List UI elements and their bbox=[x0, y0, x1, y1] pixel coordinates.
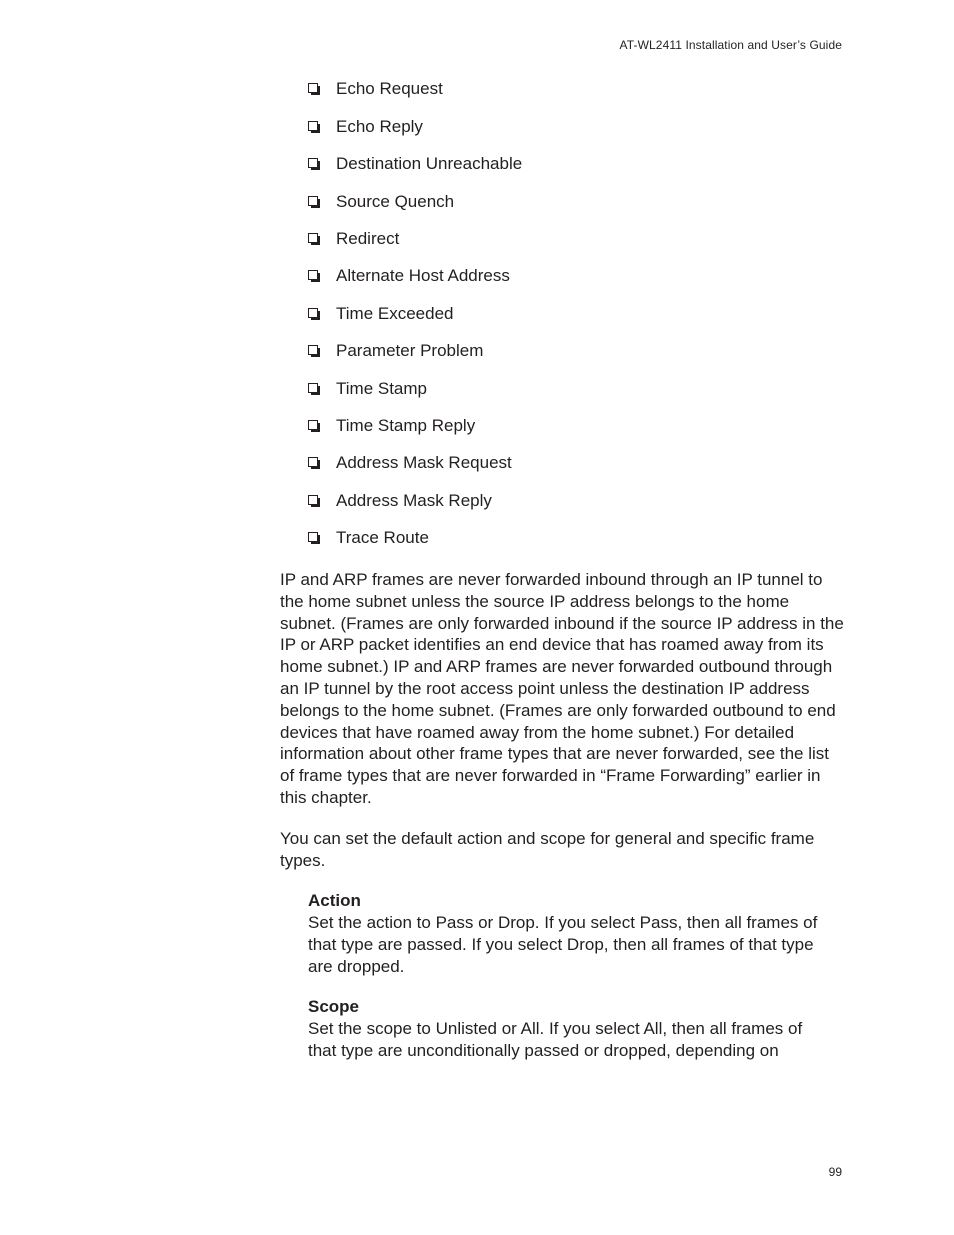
list-item-label: Echo Reply bbox=[336, 117, 423, 136]
checkbox-bullet-icon bbox=[308, 457, 318, 467]
checkbox-bullet-icon bbox=[308, 233, 318, 243]
page-number: 99 bbox=[828, 1165, 842, 1179]
list-item-label: Time Exceeded bbox=[336, 304, 454, 323]
checkbox-bullet-icon bbox=[308, 308, 318, 318]
definition-term-scope: Scope bbox=[308, 997, 360, 1016]
checkbox-bullet-icon bbox=[308, 532, 318, 542]
list-item-label: Source Quench bbox=[336, 192, 455, 211]
checkbox-bullet-icon bbox=[308, 158, 318, 168]
body-paragraph-forwarding: IP and ARP frames are never forwarded inbound through an IP tunnel to the home subnet unless the source IP address belongs to the home subnet. (Frames are only forwarded inbound if the source IP address in the IP or ARP packet identifies an end device that has roamed away from its home subnet.) IP and ARP frames are never forwarded outbound through an IP tunnel by the root access point unless the destination IP address belongs to the home subnet. (Frames are only forwarded outbound to end devices that have roamed away from the home subnet.) For detailed information about other frame types that are never forwarded, see the list of frame types that are never forwarded in “Frame Forwarding” earlier in this chapter. bbox=[280, 570, 844, 807]
definition-text-scope: Set the scope to Unlisted or All. If you select All, then all frames of that type are unconditionally passed or dropped, depending on bbox=[308, 1019, 803, 1060]
list-item-label: Echo Request bbox=[336, 79, 443, 98]
list-item-label: Redirect bbox=[336, 229, 400, 248]
body-paragraph-defaults: You can set the default action and scope for general and specific frame types. bbox=[280, 829, 815, 870]
list-item-label: Address Mask Reply bbox=[336, 491, 492, 510]
checkbox-bullet-icon bbox=[308, 383, 318, 393]
list-item-label: Alternate Host Address bbox=[336, 266, 510, 285]
checkbox-bullet-icon bbox=[308, 121, 318, 131]
list-item-label: Parameter Problem bbox=[336, 341, 484, 360]
definition-text-action: Set the action to Pass or Drop. If you select Pass, then all frames of that type are passed. If you select Drop, then all frames of that type are dropped. bbox=[308, 913, 818, 976]
list-item-label: Address Mask Request bbox=[336, 453, 512, 472]
page-header: AT-WL2411 Installation and User’s Guide bbox=[619, 38, 842, 52]
checkbox-bullet-icon bbox=[308, 495, 318, 505]
list-item-label: Time Stamp Reply bbox=[336, 416, 476, 435]
list-item-label: Destination Unreachable bbox=[336, 154, 523, 173]
checkbox-bullet-icon bbox=[308, 196, 318, 206]
definition-term-action: Action bbox=[308, 891, 361, 910]
checkbox-bullet-icon bbox=[308, 83, 318, 93]
list-item-label: Time Stamp bbox=[336, 379, 428, 398]
checkbox-bullet-icon bbox=[308, 270, 318, 280]
list-item-label: Trace Route bbox=[336, 528, 429, 547]
checkbox-bullet-icon bbox=[308, 420, 318, 430]
checkbox-bullet-icon bbox=[308, 345, 318, 355]
